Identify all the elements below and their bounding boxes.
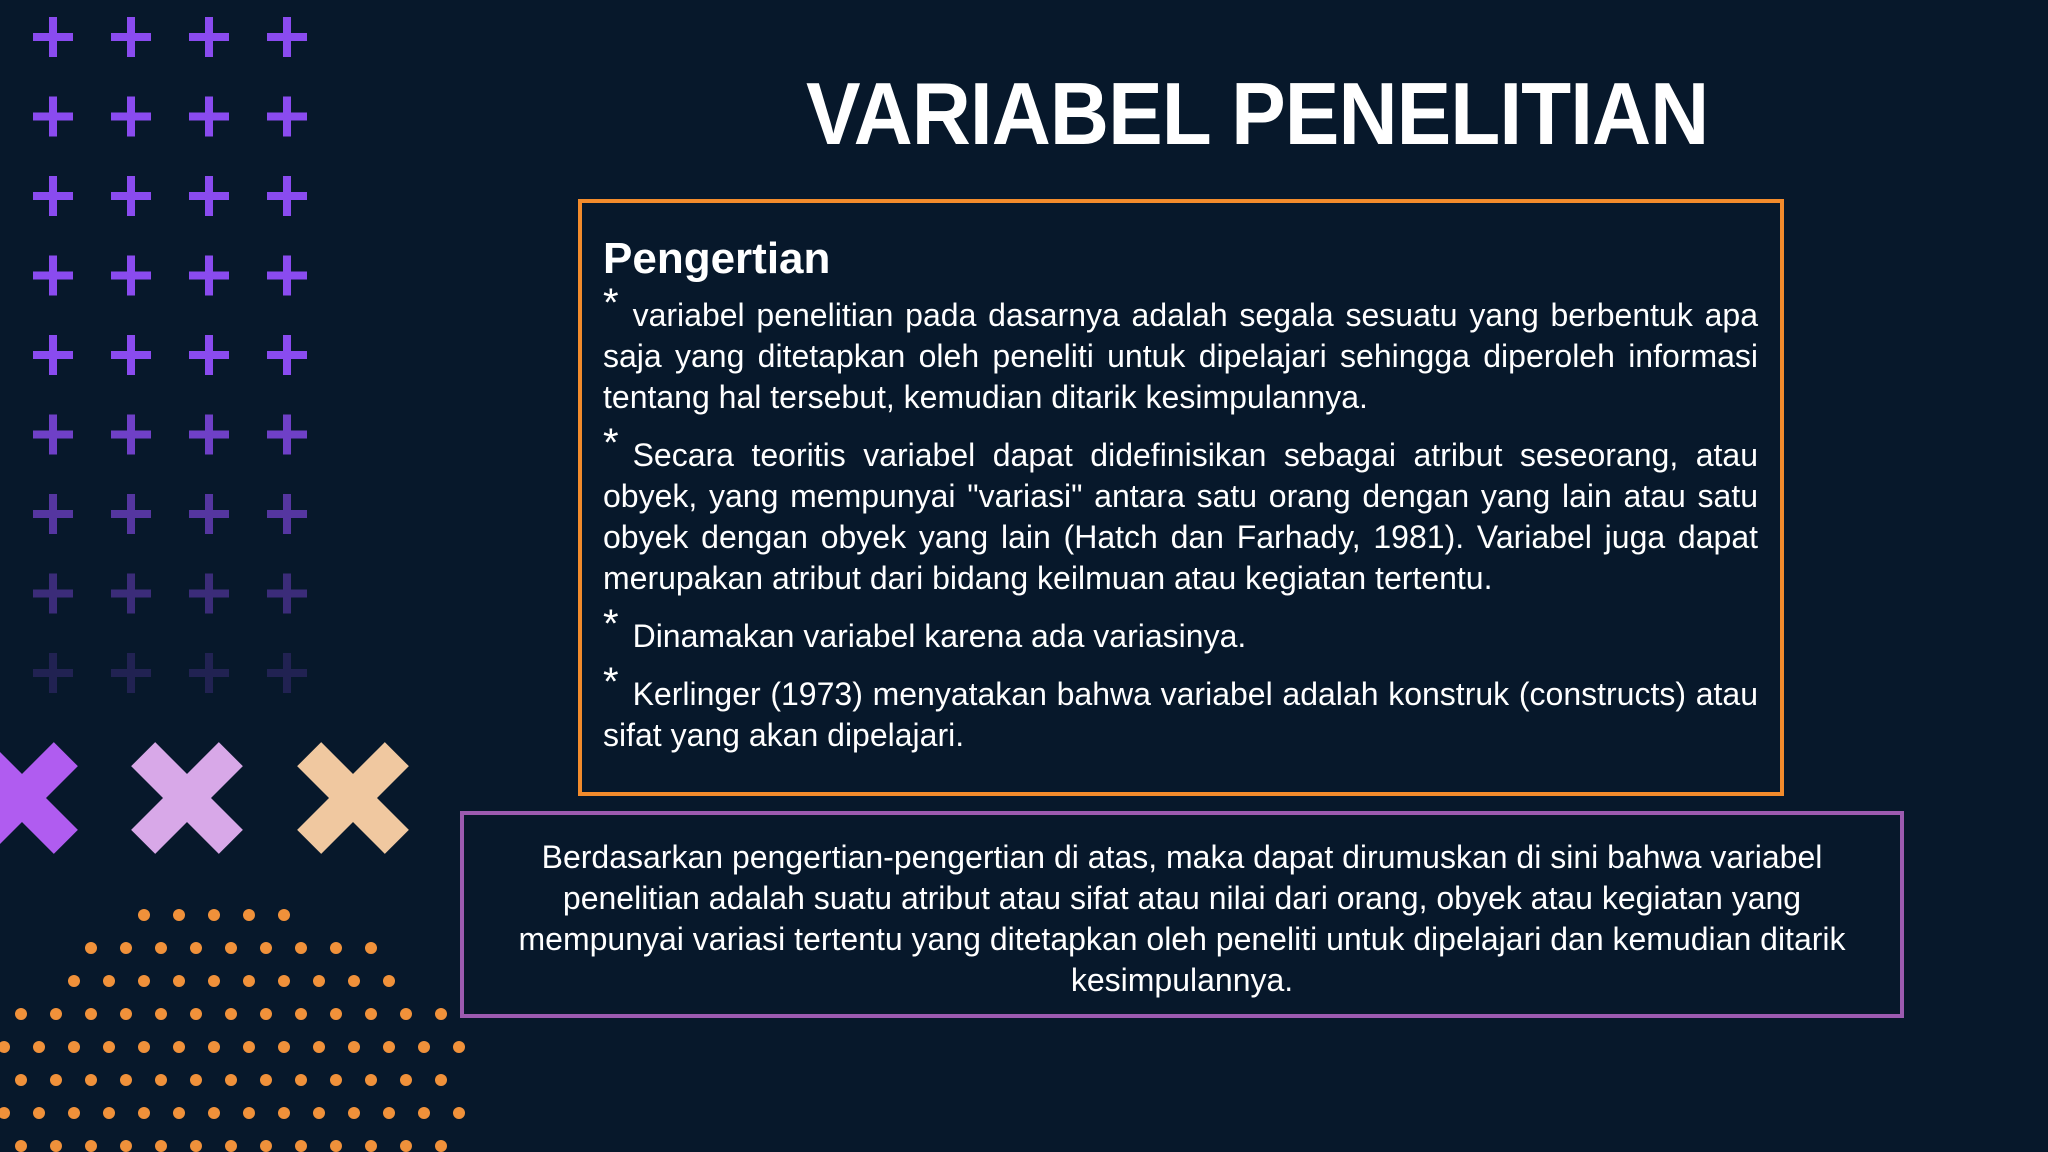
x-shape-icon [99,710,274,885]
plus-icon [267,176,307,216]
dot-shape [260,942,272,954]
dot-shape [120,1008,132,1020]
plus-icon [189,415,229,455]
definition-point [603,602,1758,657]
dot-shape [85,1074,97,1086]
definition-point [603,281,1758,418]
dot-shape [243,975,255,987]
dot-shape [173,1041,185,1053]
dot-shape [173,975,185,987]
dot-shape [173,1107,185,1119]
dot-shape [138,975,150,987]
plus-icon [111,415,151,455]
definition-point-text: variabel penelitian pada dasarnya adalah segala sesuatu yang berbentuk apa saja yang ditetapkan oleh peneliti untuk dipelajari sehingga diperoleh informasi tentang hal tersebut, kemudian ditarik kesimpulannya. [603,297,1758,416]
dot-shape [365,942,377,954]
dot-shape [330,1008,342,1020]
dot-shape [278,909,290,921]
dot-shape [365,1140,377,1152]
plus-icon [111,335,151,375]
dot-shape [400,1074,412,1086]
dot-shape [120,942,132,954]
dot-pattern [0,909,465,1152]
dot-shape [243,909,255,921]
dot-shape [50,1008,62,1020]
dot-shape [0,1041,10,1053]
plus-icon [189,256,229,296]
plus-icon [111,17,151,57]
dot-shape [190,1008,202,1020]
plus-icon [111,176,151,216]
dot-shape [155,942,167,954]
dot-shape [365,1074,377,1086]
dot-shape [383,975,395,987]
dot-shape [85,1008,97,1020]
dot-shape [225,1008,237,1020]
dot-shape [278,975,290,987]
dot-shape [85,942,97,954]
definition-point [603,421,1758,599]
dot-shape [260,1008,272,1020]
plus-icon [111,653,151,693]
conclusion-text: Berdasarkan pengertian-pengertian di atas, maka dapat dirumuskan di sini bahwa variabel penelitian adalah suatu atribut atau sifat atau nilai dari orang, obyek atau kegiatan yang mempunyai variasi tertentu yang ditetapkan oleh peneliti untuk dipelajari dan kemudian ditarik kesimpulannya. [518,839,1846,998]
dot-shape [313,1107,325,1119]
dot-shape [138,909,150,921]
plus-icon [33,176,73,216]
dot-shape [453,1041,465,1053]
dot-shape [278,1107,290,1119]
dot-shape [208,975,220,987]
definition-point-text: Kerlinger (1973) menyatakan bahwa variabel adalah konstruk (constructs) atau sifat yang akan dipelajari. [603,676,1758,754]
definition-box [578,199,1784,796]
dot-shape [400,1140,412,1152]
dot-shape [260,1074,272,1086]
plus-icon [111,256,151,296]
dot-shape [348,975,360,987]
plus-icon [189,176,229,216]
dot-shape [208,1041,220,1053]
plus-icon [33,97,73,137]
dot-shape [330,1074,342,1086]
dot-shape [190,1140,202,1152]
plus-icon [267,415,307,455]
dot-shape [103,1107,115,1119]
dot-shape [50,1140,62,1152]
dot-shape [155,1008,167,1020]
dot-shape [225,1140,237,1152]
dot-shape [15,1008,27,1020]
dot-shape [453,1107,465,1119]
dot-shape [138,1041,150,1053]
dot-shape [330,942,342,954]
dot-shape [243,1107,255,1119]
plus-icon [267,256,307,296]
x-shape-icon [0,710,110,885]
plus-icon [33,335,73,375]
dot-shape [68,1041,80,1053]
definition-heading: Pengertian [603,234,831,283]
definition-point-text: Dinamakan variabel karena ada variasinya. [632,618,1247,655]
dot-shape [120,1074,132,1086]
dot-shape [138,1107,150,1119]
slide-title: VARIABEL PENELITIAN [805,64,1709,163]
plus-icon [33,494,73,534]
dot-shape [313,975,325,987]
x-shape-row [0,710,441,885]
definition-point [603,660,1758,756]
plus-icon [33,653,73,693]
dot-shape [435,1074,447,1086]
dot-shape [243,1041,255,1053]
plus-icon [267,653,307,693]
x-shape-icon [265,710,440,885]
plus-icon [33,415,73,455]
conclusion-box [460,811,1904,1018]
dot-shape [15,1140,27,1152]
dot-shape [33,1107,45,1119]
dot-shape [365,1008,377,1020]
plus-icon [267,335,307,375]
dot-shape [155,1140,167,1152]
plus-icon [111,494,151,534]
dot-shape [348,1107,360,1119]
plus-icon [189,574,229,614]
asterisk-icon: * [603,660,619,705]
dot-shape [348,1041,360,1053]
dot-shape [103,1041,115,1053]
dot-shape [295,1008,307,1020]
plus-icon [189,494,229,534]
dot-shape [208,909,220,921]
dot-shape [435,1008,447,1020]
dot-shape [15,1074,27,1086]
dot-shape [383,1107,395,1119]
plus-icon [267,574,307,614]
dot-shape [295,942,307,954]
dot-shape [173,909,185,921]
dot-shape [50,1074,62,1086]
dot-shape [225,1074,237,1086]
dot-shape [190,942,202,954]
dot-shape [68,975,80,987]
plus-icon [189,335,229,375]
dot-shape [103,975,115,987]
dot-shape [225,942,237,954]
dot-shape [120,1140,132,1152]
dot-shape [418,1107,430,1119]
dot-shape [190,1074,202,1086]
definition-point-text: Secara teoritis variabel dapat didefinisikan sebagai atribut seseorang, atau obyek, yang mempunyai "variasi" antara satu orang dengan yang lain atau satu obyek dengan obyek yang lain (Hatch dan Farhady, 1981). Variabel juga dapat merupakan atribut dari bidang keilmuan atau kegiatan tertentu. [603,437,1758,597]
dot-shape [435,1140,447,1152]
dot-shape [383,1041,395,1053]
dot-shape [260,1140,272,1152]
decorative-pattern [0,0,480,1152]
dot-shape [295,1140,307,1152]
dot-shape [278,1041,290,1053]
dot-shape [313,1041,325,1053]
dot-shape [0,1107,10,1119]
asterisk-icon: * [603,421,619,466]
plus-icon [189,17,229,57]
dot-shape [85,1140,97,1152]
asterisk-icon: * [603,602,619,647]
plus-icon [189,653,229,693]
dot-shape [155,1074,167,1086]
asterisk-icon: * [603,281,619,326]
dot-shape [330,1140,342,1152]
dot-shape [33,1041,45,1053]
plus-icon [267,17,307,57]
dot-shape [208,1107,220,1119]
dot-shape [295,1074,307,1086]
dot-shape [418,1041,430,1053]
dot-shape [400,1008,412,1020]
plus-icon [33,256,73,296]
plus-icon [33,17,73,57]
plus-icon [33,574,73,614]
plus-icon [267,494,307,534]
plus-icon [111,574,151,614]
dot-shape [68,1107,80,1119]
